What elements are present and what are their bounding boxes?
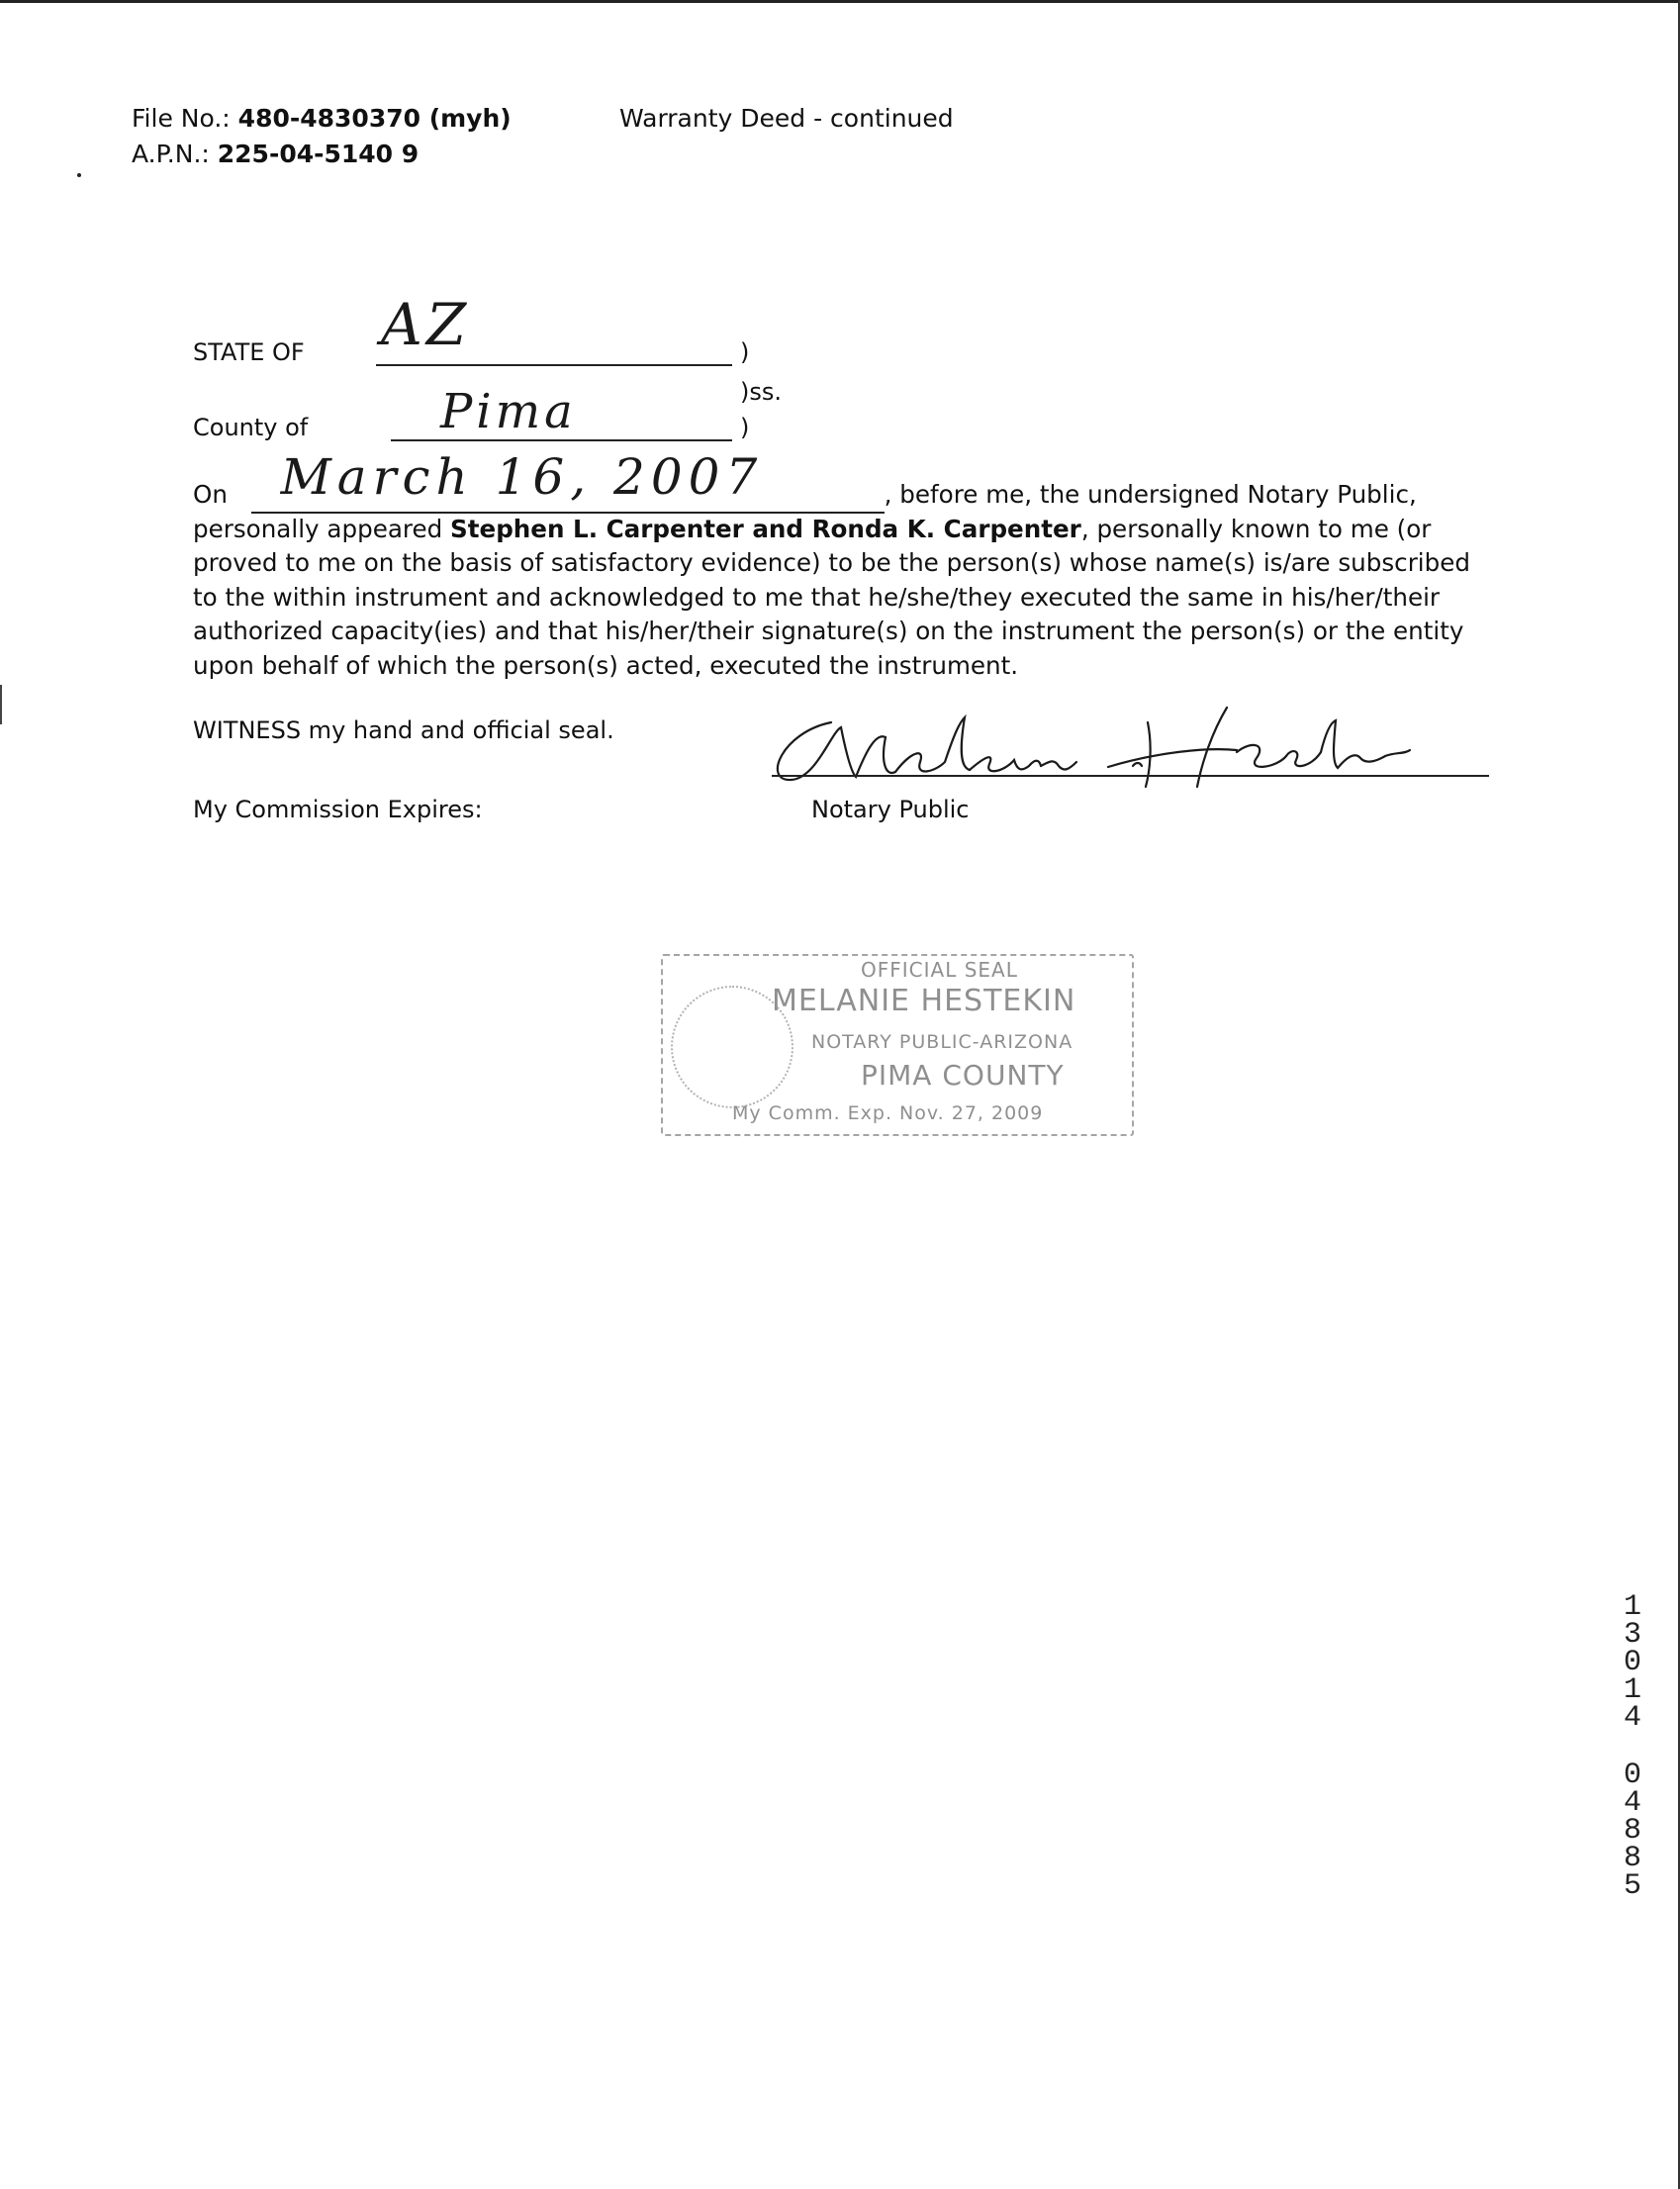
state-label: STATE OF bbox=[193, 338, 305, 366]
state-paren: ) bbox=[740, 338, 750, 366]
notary-seal-stamp bbox=[661, 954, 1134, 1136]
county-handwritten: Pima bbox=[440, 384, 577, 439]
recording-digit: 1 bbox=[1623, 1590, 1641, 1624]
ack-line-1-text: , before me, the undersigned Notary Public, bbox=[884, 480, 1417, 509]
recording-digit: 5 bbox=[1623, 1869, 1641, 1903]
witness-text: WITNESS my hand and official seal. bbox=[193, 716, 614, 744]
seal-line-2: MELANIE HESTEKIN bbox=[772, 984, 1076, 1018]
recording-digit: 0 bbox=[1623, 1759, 1641, 1792]
apn-value: 225-04-5140 9 bbox=[217, 140, 420, 168]
seal-line-4: PIMA COUNTY bbox=[861, 1059, 1065, 1092]
date-handwritten: March 16, 2007 bbox=[280, 447, 764, 506]
page-top-border bbox=[0, 0, 1680, 3]
acknowledgment-paragraph bbox=[193, 447, 1479, 684]
ack-line-2-suffix: , personally known to me (or bbox=[1080, 514, 1432, 543]
recording-digit: 8 bbox=[1623, 1814, 1641, 1848]
file-number-value: 480-4830370 (myh) bbox=[237, 104, 512, 133]
recording-digit: 3 bbox=[1623, 1618, 1641, 1652]
file-number-label: File No.: bbox=[132, 104, 231, 133]
scan-speck bbox=[77, 173, 81, 177]
notary-public-label: Notary Public bbox=[811, 796, 970, 823]
document-title: Warranty Deed - continued bbox=[619, 104, 954, 133]
seal-line-3: NOTARY PUBLIC-ARIZONA bbox=[811, 1031, 1073, 1053]
ack-line-1 bbox=[193, 447, 1479, 513]
on-label: On bbox=[193, 480, 228, 509]
ack-line-2 bbox=[193, 513, 1479, 547]
date-field bbox=[251, 447, 885, 513]
ack-line-6: upon behalf of which the person(s) acted, executed the instrument. bbox=[193, 650, 1019, 680]
ack-line-5: authorized capacity(ies) and that his/her/their signature(s) on the instrument the person(s) or the entity bbox=[193, 617, 1464, 646]
seal-line-1: OFFICIAL SEAL bbox=[861, 958, 1018, 982]
ack-line-2-prefix: personally appeared bbox=[193, 514, 443, 543]
county-underline bbox=[391, 439, 732, 441]
recording-digit: 8 bbox=[1623, 1842, 1641, 1875]
county-paren: ) bbox=[740, 414, 750, 441]
recording-digit: 1 bbox=[1623, 1673, 1641, 1707]
file-number bbox=[132, 103, 512, 135]
recording-digit: 4 bbox=[1623, 1786, 1641, 1820]
state-underline bbox=[376, 364, 732, 366]
scan-edge-mark bbox=[0, 685, 2, 724]
seal-line-5: My Comm. Exp. Nov. 27, 2009 bbox=[732, 1102, 1044, 1124]
recording-digit: 0 bbox=[1623, 1646, 1641, 1679]
ss-label: )ss. bbox=[740, 378, 782, 406]
notary-signature bbox=[762, 693, 1494, 802]
apn-number bbox=[132, 139, 419, 170]
recording-digit: 4 bbox=[1623, 1701, 1641, 1735]
ack-line-3: proved to me on the basis of satisfactory evidence) to be the person(s) whose name(s) is/are subscribed bbox=[193, 548, 1470, 578]
commission-expires-label: My Commission Expires: bbox=[193, 796, 483, 823]
signer-names: Stephen L. Carpenter and Ronda K. Carpenter bbox=[450, 514, 1081, 543]
recording-number-stamp bbox=[1613, 1590, 1652, 1903]
apn-label: A.P.N.: bbox=[132, 140, 210, 168]
county-label: County of bbox=[193, 414, 309, 441]
date-underline bbox=[251, 512, 885, 514]
ack-line-4: to the within instrument and acknowledged to me that he/she/they executed the same in his/her/their bbox=[193, 582, 1441, 612]
state-handwritten: AZ bbox=[381, 291, 471, 358]
